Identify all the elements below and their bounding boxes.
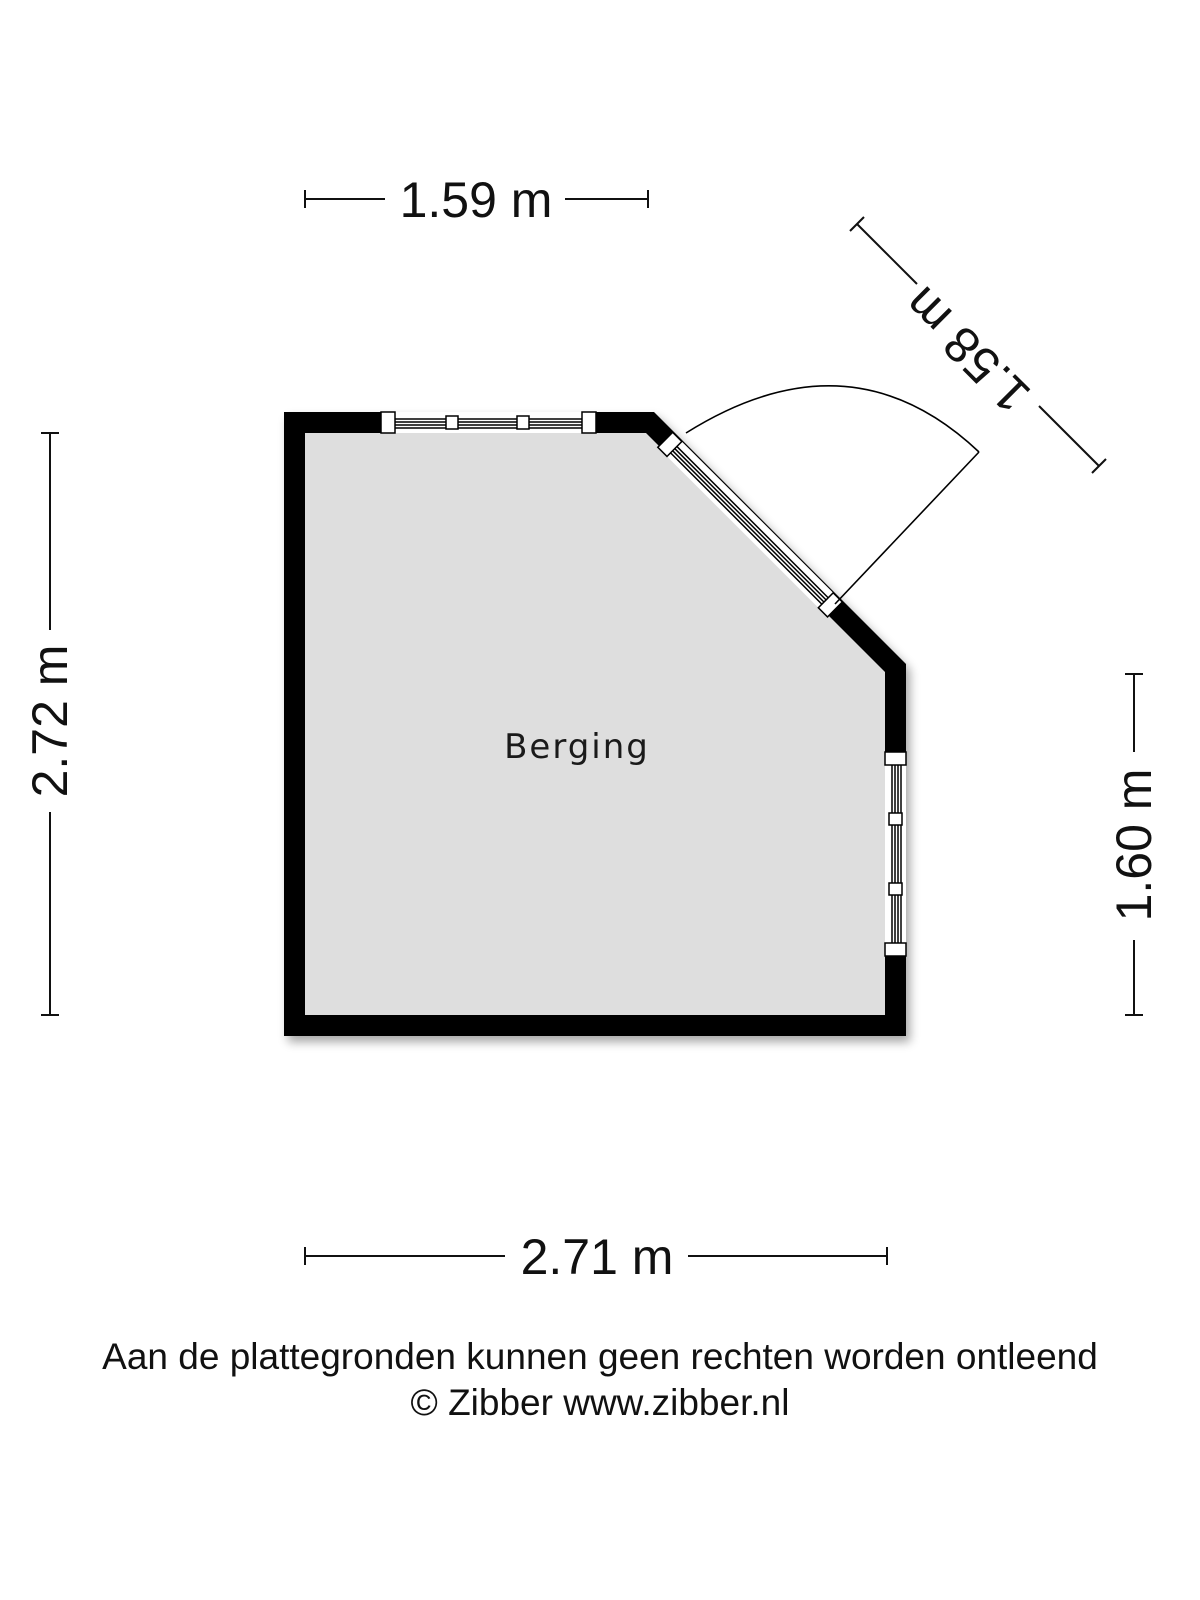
room-label: Berging <box>504 727 650 767</box>
copyright-text: © Zibber www.zibber.nl <box>410 1382 790 1423</box>
dimension-top-label: 1.59 m <box>399 172 553 228</box>
dimension-diagonal-label: 1.58 m <box>893 276 1041 424</box>
dimension-bottom-label: 2.71 m <box>520 1229 674 1285</box>
dimension-left-label: 2.72 m <box>22 644 78 798</box>
room-floor <box>305 433 885 1015</box>
window-top <box>381 412 596 433</box>
window-right <box>885 752 906 956</box>
disclaimer-text: Aan de plattegronden kunnen geen rechten worden ontleend <box>102 1336 1098 1377</box>
dimension-right-label: 1.60 m <box>1106 768 1162 922</box>
